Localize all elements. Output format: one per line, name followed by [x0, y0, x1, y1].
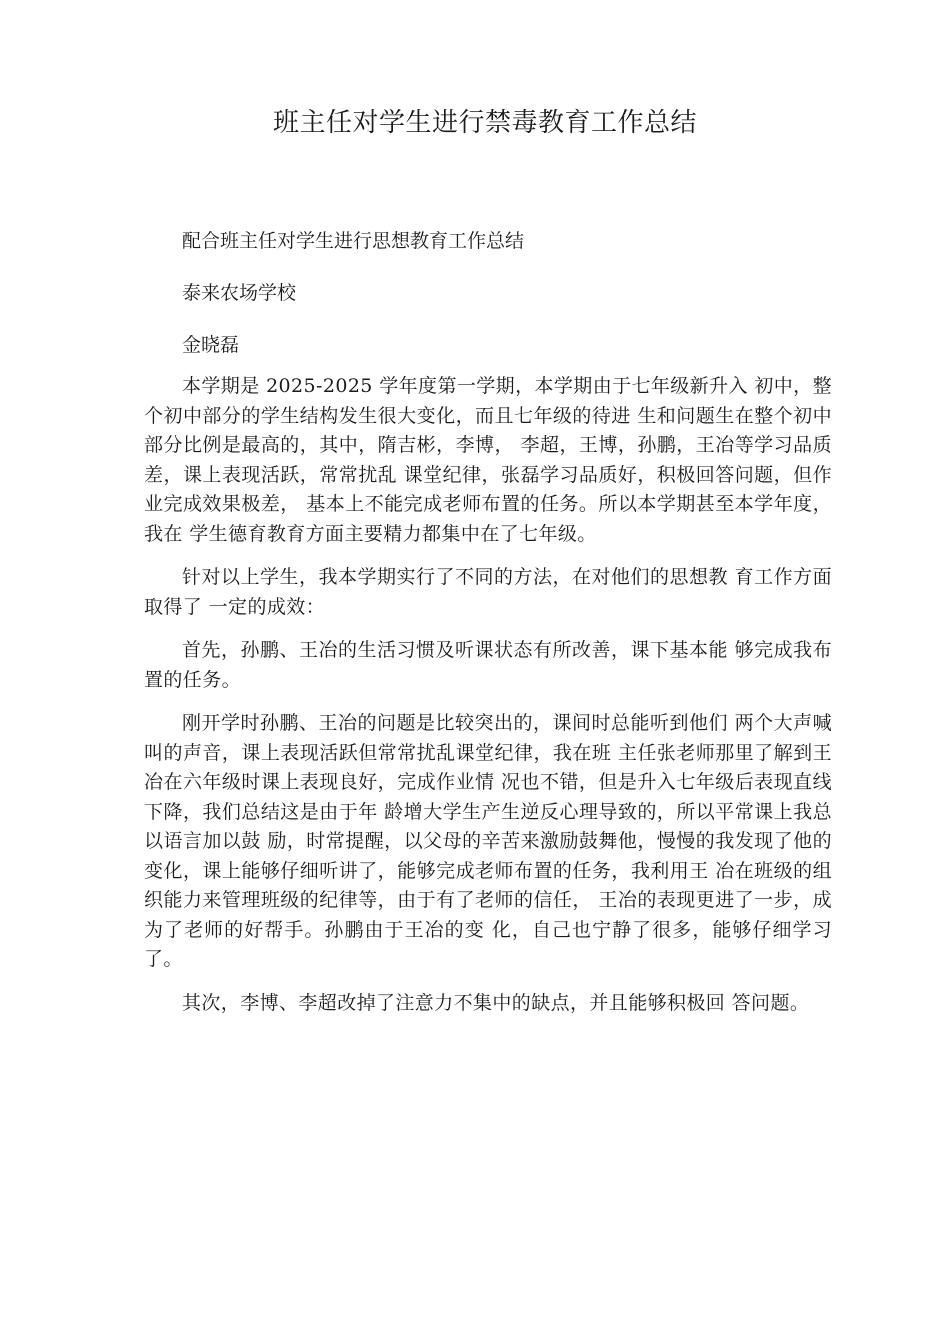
paragraph-4: 刚开学时孙鹏、王冶的问题是比较突出的，课间时总能听到他们 两个大声喊叫的声音，课上表现活跃但常常扰乱课堂纪律，我在班 主任张老师那里了解到王冶在六年级时课上表现良好，完成作业情 况也不错，但是升入七年级后表现直线下降，我们总结这是由于年 龄增大学生产生逆反心理导致的，所以平常课上我总以语言加以鼓 励，时常提醒，以父母的辛苦来激励鼓舞他，慢慢的我发现了他的 变化，课上能够仔细听讲了，能够完成老师布置的任务，我利用王 冶在班级的组织能力来管理班级的纪律等，由于有了老师的信任， 王冶的表现更进了一步，成为了老师的好帮手。孙鹏由于王冶的变 化，自己也宁静了很多，能够仔细学习了。 — [144, 712, 832, 970]
author-name: 金晓磊 — [182, 334, 240, 356]
document-subtitle: 配合班主任对学生进行思想教育工作总结 — [182, 230, 525, 252]
paragraph-1: 本学期是 2025-2025 学年度第一学期，本学期由于七年级新升入 初中，整个初中部分的学生结构发生很大变化，而且七年级的待进 生和问题生在整个初中部分比例是最高的，其中，隋吉彬，李博， 李超，王博，孙鹏，王冶等学习品质差，课上表现活跃，常常扰乱 课堂纪律，张磊学习品质好，积极回答问题，但作业完成效果极差， 基本上不能完成老师布置的任务。所以本学期甚至本学年度，我在 学生德育教育方面主要精力都集中在了七年级。 — [144, 375, 832, 545]
document-title: 班主任对学生进行禁毒教育工作总结 — [272, 108, 697, 138]
document-body — [144, 224, 832, 1032]
paragraph-5: 其次，李博、李超改掉了注意力不集中的缺点，并且能够积极回 答问题。 — [182, 991, 810, 1014]
paragraph-2: 针对以上学生，我本学期实行了不同的方法，在对他们的思想教 育工作方面取得了 一定的成效： — [144, 566, 832, 618]
paragraph-3: 首先，孙鹏、王冶的生活习惯及听课状态有所改善，课下基本能 够完成我布置的任务。 — [144, 639, 832, 691]
school-name: 泰来农场学校 — [182, 282, 297, 304]
